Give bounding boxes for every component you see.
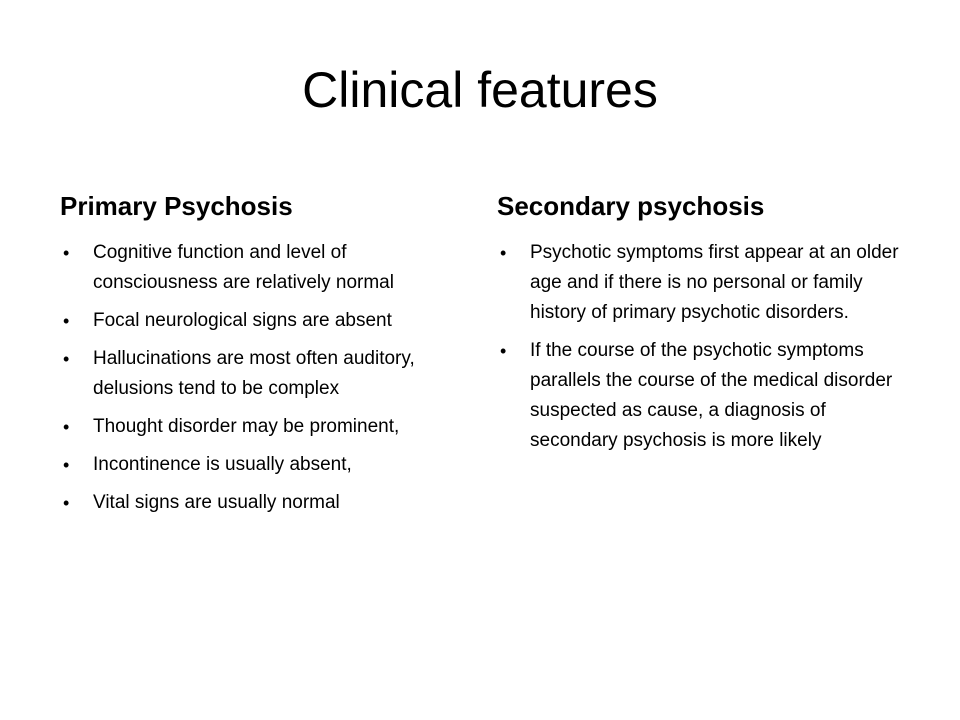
list-item-text: If the course of the psychotic symptoms parallels the course of the medical disorder suspected as cause, a diagnosis of secondary psychosis is more likely: [530, 340, 893, 451]
list-item: [497, 238, 917, 328]
bullet-icon: •: [500, 243, 507, 263]
list-item: [60, 412, 455, 442]
list-item-text: Cognitive function and level of consciousness are relatively normal: [93, 242, 394, 293]
secondary-psychosis-column: [497, 188, 917, 464]
list-item-text: Vital signs are usually normal: [93, 492, 340, 513]
slide-title: Clinical features: [302, 62, 658, 118]
primary-psychosis-column: [60, 188, 455, 526]
list-item: [60, 344, 455, 404]
list-item-text: Psychotic symptoms first appear at an older age and if there is no personal or family history of primary psychotic disorders.: [530, 242, 899, 323]
secondary-psychosis-heading: Secondary psychosis: [497, 191, 765, 221]
list-item: [60, 306, 455, 336]
bullet-icon: •: [63, 417, 70, 437]
list-item: [60, 450, 455, 480]
bullet-icon: •: [63, 349, 70, 369]
bullet-icon: •: [63, 311, 70, 331]
list-item: [60, 238, 455, 298]
list-item-text: Incontinence is usually absent,: [93, 454, 352, 475]
bullet-icon: •: [63, 493, 70, 513]
primary-psychosis-heading: Primary Psychosis: [60, 191, 293, 221]
secondary-psychosis-list: [497, 238, 917, 456]
list-item-text: Thought disorder may be prominent,: [93, 416, 400, 437]
list-item-text: Hallucinations are most often auditory, delusions tend to be complex: [93, 348, 415, 399]
bullet-icon: •: [63, 455, 70, 475]
bullet-icon: •: [500, 341, 507, 361]
list-item: [497, 336, 917, 456]
primary-psychosis-list: [60, 238, 455, 518]
bullet-icon: •: [63, 243, 70, 263]
list-item-text: Focal neurological signs are absent: [93, 310, 392, 331]
list-item: [60, 488, 455, 518]
